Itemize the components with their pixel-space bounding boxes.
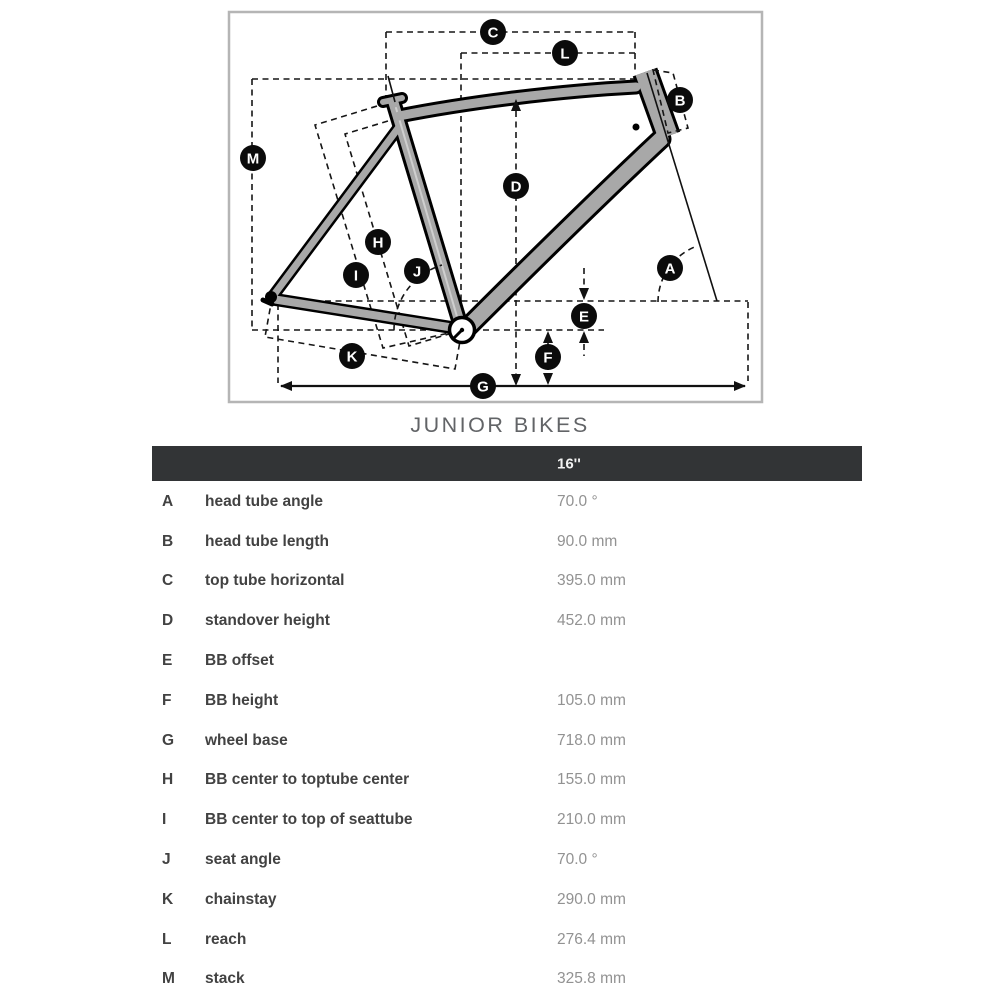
size-column-header: 16'' xyxy=(557,455,581,472)
diagram-label-H xyxy=(365,229,391,255)
diagram-label-G xyxy=(470,373,496,399)
table-row xyxy=(152,522,862,562)
diagram-label-M xyxy=(240,145,266,171)
row-letter: L xyxy=(162,930,172,948)
row-value: 70.0 ° xyxy=(557,492,598,510)
row-letter: C xyxy=(162,572,174,590)
row-value: 718.0 mm xyxy=(557,731,626,749)
diagram-border xyxy=(229,12,762,402)
row-value: 210.0 mm xyxy=(557,811,626,829)
badge-letter: I xyxy=(353,267,359,285)
row-letter: K xyxy=(162,890,174,908)
bottom-bracket-center-dot xyxy=(460,328,464,332)
table-row xyxy=(152,562,862,602)
row-value: 70.0 ° xyxy=(557,851,598,869)
row-letter: A xyxy=(162,492,174,510)
table-row xyxy=(152,761,862,801)
row-letter: B xyxy=(162,532,174,550)
badge-letter: L xyxy=(560,45,570,63)
badge-letter: A xyxy=(664,260,676,278)
row-label: chainstay xyxy=(205,890,277,908)
diagram-label-J xyxy=(404,258,430,284)
row-label: reach xyxy=(205,930,247,948)
diagram-label-K xyxy=(339,343,365,369)
row-value: 325.8 mm xyxy=(557,970,626,988)
table-row xyxy=(152,920,862,960)
badge-letter: B xyxy=(674,92,686,110)
row-value: 105.0 mm xyxy=(557,691,626,709)
row-letter: J xyxy=(162,851,171,869)
table-header-bar xyxy=(152,446,862,481)
diagram-label-E xyxy=(571,303,597,329)
diagram-label-L xyxy=(552,40,578,66)
row-label: BB height xyxy=(205,691,279,709)
row-label: BB center to toptube center xyxy=(205,771,410,789)
badge-letter: M xyxy=(246,150,260,168)
row-label: BB offset xyxy=(205,652,274,670)
row-label: top tube horizontal xyxy=(205,572,345,590)
table-row xyxy=(152,641,862,681)
table-row xyxy=(152,681,862,721)
row-value: 395.0 mm xyxy=(557,572,626,590)
row-label: seat angle xyxy=(205,851,281,869)
badge-letter: F xyxy=(543,349,553,367)
table-row xyxy=(152,880,862,920)
row-value: 90.0 mm xyxy=(557,532,618,550)
table-row xyxy=(152,800,862,840)
row-value: 155.0 mm xyxy=(557,771,626,789)
geometry-diagram xyxy=(0,0,1000,412)
row-letter: I xyxy=(162,811,167,829)
spec-table xyxy=(152,446,862,999)
table-row xyxy=(152,482,862,522)
badge-letter: D xyxy=(510,178,522,196)
row-label: wheel base xyxy=(205,731,288,749)
table-row xyxy=(152,721,862,761)
row-label: stack xyxy=(205,970,245,988)
spec-rows xyxy=(152,482,862,999)
badge-letter: C xyxy=(487,24,499,42)
diagram-label-F xyxy=(535,344,561,370)
seat-clamp xyxy=(383,98,402,102)
badge-letter: K xyxy=(346,348,358,366)
row-letter: M xyxy=(162,970,175,988)
diagram-label-C xyxy=(480,19,506,45)
geometry-diagram-svg xyxy=(0,0,1000,412)
row-letter: H xyxy=(162,771,174,789)
row-label: head tube length xyxy=(205,532,329,550)
diagram-label-D xyxy=(503,173,529,199)
page-title: JUNIOR BIKES xyxy=(410,413,590,437)
row-label: head tube angle xyxy=(205,492,323,510)
row-letter: E xyxy=(162,652,173,670)
table-row xyxy=(152,960,862,1000)
diagram-label-I xyxy=(343,262,369,288)
row-value: 452.0 mm xyxy=(557,612,626,630)
row-letter: D xyxy=(162,612,174,630)
diagram-label-A xyxy=(657,255,683,281)
row-value: 276.4 mm xyxy=(557,930,626,948)
row-letter: F xyxy=(162,691,172,709)
row-label: BB center to top of seattube xyxy=(205,811,413,829)
row-value: 290.0 mm xyxy=(557,890,626,908)
badge-letter: G xyxy=(477,378,489,396)
row-label: standover height xyxy=(205,612,330,630)
head-tube-bolt-dot xyxy=(633,124,640,131)
badge-letter: H xyxy=(372,234,384,252)
diagram-label-B xyxy=(667,87,693,113)
badge-letter: J xyxy=(412,263,422,281)
table-row xyxy=(152,601,862,641)
row-letter: G xyxy=(162,731,175,749)
badge-letter: E xyxy=(578,308,590,326)
table-row xyxy=(152,840,862,880)
